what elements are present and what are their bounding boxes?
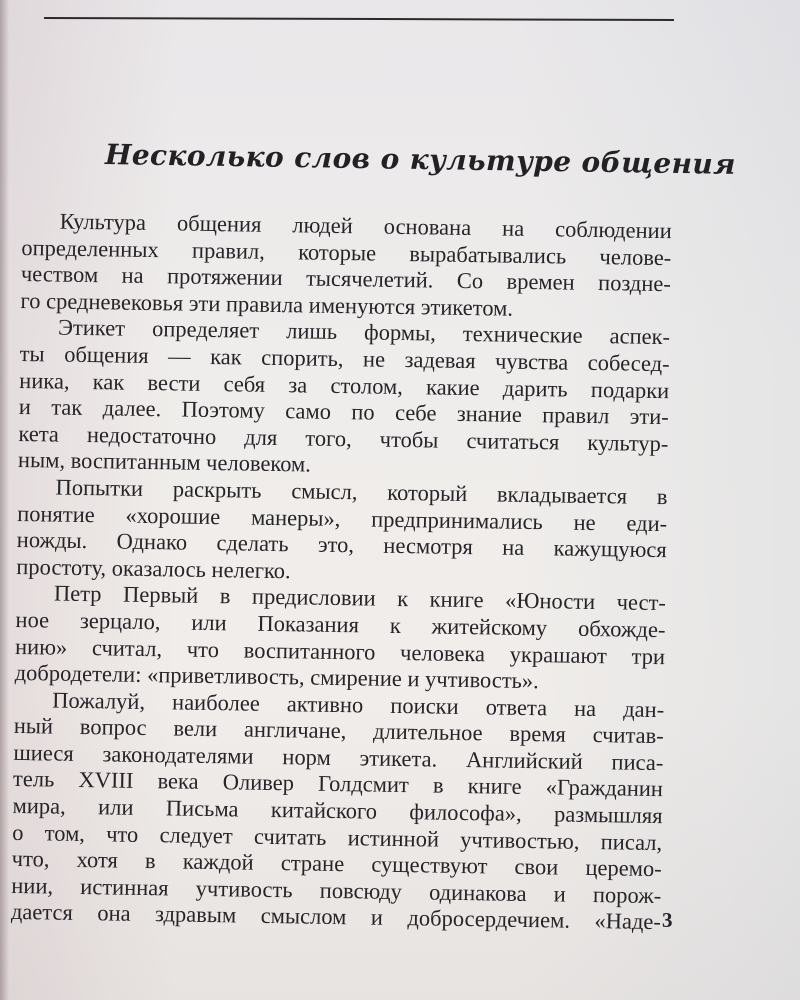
text-line: ный вопрос вели англичане, длительное время считав- <box>13 713 664 749</box>
text-line: Попытки раскрыть смысл, который вкладывается в <box>55 474 668 510</box>
text-line: Культура общения людей основана на соблюдении <box>59 208 672 244</box>
text-line: кета недостаточно для того, чтобы считаться культур- <box>18 420 669 456</box>
text-line: мира, или Письма китайского философа», размышляя <box>12 792 663 829</box>
text-line: го средневековья эти правила именуются этикетом. <box>20 287 514 321</box>
text-line: нию» считал, что воспитанного человека украшают три <box>14 633 666 669</box>
page-number: 3 <box>662 908 673 932</box>
text-line: добродетели: «приветливость, смирение и учтивость». <box>14 660 539 694</box>
text-line: ника, как вести себя за столом, какие дарить подарки <box>19 367 670 403</box>
text-line: что, хотя в каждой стране существуют свои церемо- <box>11 846 662 882</box>
text-line: ное зерцало, или Показания к житейскому обхожде- <box>15 606 666 643</box>
text-line: о том, что следует считать истинной учтивостью, писал, <box>11 819 663 855</box>
text-line: Этикет определяет лишь формы, технические аспек- <box>57 314 671 350</box>
text-line: ным, воспитанным человеком. <box>17 447 312 477</box>
text-line: Пожалуй, наиболее активно поиски ответа на дан- <box>52 687 665 722</box>
text-line: понятие «хорошие манеры», предпринимались не еди- <box>17 500 668 536</box>
text-line: и так далее. Поэтому само по себе знание правил эти- <box>18 394 669 430</box>
text-line: ты общения — как спорить, не задевая чувства собесед- <box>19 340 670 377</box>
text-line: тель XVIII века Оливер Голдсмит в книге «Гражданин <box>12 766 664 802</box>
text-line: шиеся законодателями норм этикета. Английский писа- <box>13 739 664 776</box>
text-line: дается она здравым смыслом и добросердечием. «Наде- <box>10 899 662 935</box>
text-line: простоту, оказалось нелегко. <box>16 553 291 583</box>
text-line: ножды. Однако сделать это, несмотря на кажущуюся <box>16 527 667 563</box>
chapter-title: Несколько слов о культуре общения <box>104 138 737 181</box>
top-rule <box>44 17 674 21</box>
text-line: чеством на протяжении тысячелетий. Со времен поздне- <box>20 261 672 297</box>
body-text <box>11 208 672 936</box>
page-left-shadow <box>0 0 9 1000</box>
text-line: нии, истинная учтивость повсюду одинакова и порож- <box>11 872 662 908</box>
text-line: Петр Первый в предисловии к книге «Юности чест- <box>53 580 667 616</box>
text-line: определенных правил, которые вырабатывались челове- <box>21 234 672 270</box>
